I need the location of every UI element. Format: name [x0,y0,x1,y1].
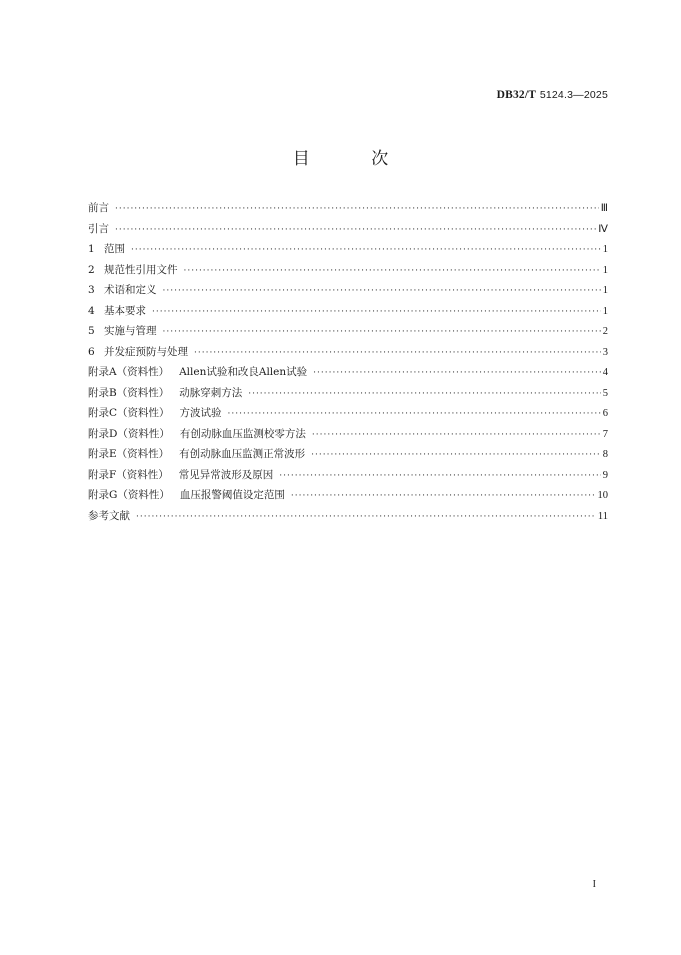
toc-entry-label: 参考文献 [88,509,130,522]
toc-page-number: 9 [602,469,608,481]
standard-code: DB32/T [496,89,537,101]
toc-dot-leader [115,199,599,220]
toc-entry-label: 血压报警阈值设定范围 [179,489,285,501]
toc-entry-10[interactable] [88,403,608,424]
toc-entry-label: 引言 [88,222,109,235]
toc-entry-label: 实施与管理 [104,325,157,337]
toc-dot-leader [194,343,601,364]
toc-entry-1[interactable] [88,219,608,240]
toc-section-number: 5 [88,325,95,337]
toc-dot-leader [313,363,601,384]
toc-section-number: 1 [88,243,95,255]
table-of-contents [88,198,608,526]
toc-entry-label: 方波试验 [179,407,222,419]
toc-entry-14[interactable] [88,485,608,506]
page-number: I [592,879,596,890]
standard-number: 5124.3—2025 [539,89,608,101]
toc-appendix-label: 附录G（资料性） [88,489,170,501]
toc-page-number: 5 [602,387,608,399]
toc-entry-label: 前言 [88,202,109,214]
toc-entry-label: 术语和定义 [104,284,157,296]
toc-entry-8[interactable] [88,362,608,383]
toc-page-number: 1 [602,305,608,317]
toc-dot-leader [184,261,601,282]
toc-entry-label: 有创动脉血压监测校零方法 [179,427,306,440]
standard-number-header [497,88,608,101]
toc-page-number: Ⅲ [600,203,608,214]
toc-dot-leader [279,466,600,487]
toc-entry-9[interactable] [88,383,608,404]
toc-dot-leader [291,486,596,507]
toc-entry-5[interactable] [88,301,608,322]
toc-entry-7[interactable] [88,342,608,363]
toc-entry-label: Allen试验和改良Allen试验 [179,366,308,378]
toc-dot-leader [131,240,601,261]
toc-page-number: 1 [602,244,608,255]
toc-dot-leader [312,425,601,446]
toc-entry-4[interactable] [88,280,608,301]
toc-entry-label: 基本要求 [104,304,146,317]
toc-entry-label: 范围 [104,243,125,255]
toc-dot-leader [163,281,601,302]
toc-section-number: 3 [88,284,95,296]
toc-page-number: 3 [602,346,608,358]
toc-section-number: 6 [88,345,95,358]
toc-appendix-label: 附录B（资料性） [88,386,170,399]
toc-page-number: 8 [602,449,608,460]
toc-section-number: 2 [88,263,95,276]
toc-entry-label: 动脉穿刺方法 [179,386,243,399]
toc-section-number: 4 [88,304,95,317]
toc-page-number: 11 [597,510,608,522]
toc-entry-13[interactable] [88,465,608,486]
toc-dot-leader [248,384,601,405]
toc-entry-2[interactable] [88,239,608,260]
toc-appendix-label: 附录A（资料性） [88,366,170,378]
toc-page-number: 4 [602,367,608,378]
toc-appendix-label: 附录F（资料性） [88,468,169,481]
toc-entry-11[interactable] [88,424,608,445]
toc-entry-6[interactable] [88,321,608,342]
toc-entry-0[interactable] [88,198,608,219]
toc-entry-label: 有创动脉血压监测正常波形 [179,448,306,460]
toc-page-number: Ⅳ [598,223,608,235]
toc-entry-label: 常见异常波形及原因 [178,468,274,481]
toc-entry-12[interactable] [88,444,608,465]
toc-page-number: 1 [602,264,608,276]
page-title: 目 次 [292,149,417,169]
toc-appendix-label: 附录C（资料性） [88,407,170,419]
toc-dot-leader [136,507,596,528]
toc-dot-leader [163,322,601,343]
toc-page-number: 10 [597,490,608,501]
toc-entry-15[interactable] [88,506,608,527]
toc-dot-leader [228,404,601,425]
toc-appendix-label: 附录E（资料性） [88,448,170,460]
toc-page-number: 6 [602,408,608,419]
toc-dot-leader [311,445,601,466]
toc-appendix-label: 附录D（资料性） [88,427,170,440]
toc-entry-label: 并发症预防与处理 [104,345,188,358]
toc-page-number: 2 [602,326,608,337]
toc-entry-3[interactable] [88,260,608,281]
toc-dot-leader [152,302,601,323]
toc-entry-label: 规范性引用文件 [104,263,178,276]
toc-page-number: 1 [602,285,608,296]
toc-dot-leader [115,220,596,241]
toc-page-number: 7 [602,428,608,440]
